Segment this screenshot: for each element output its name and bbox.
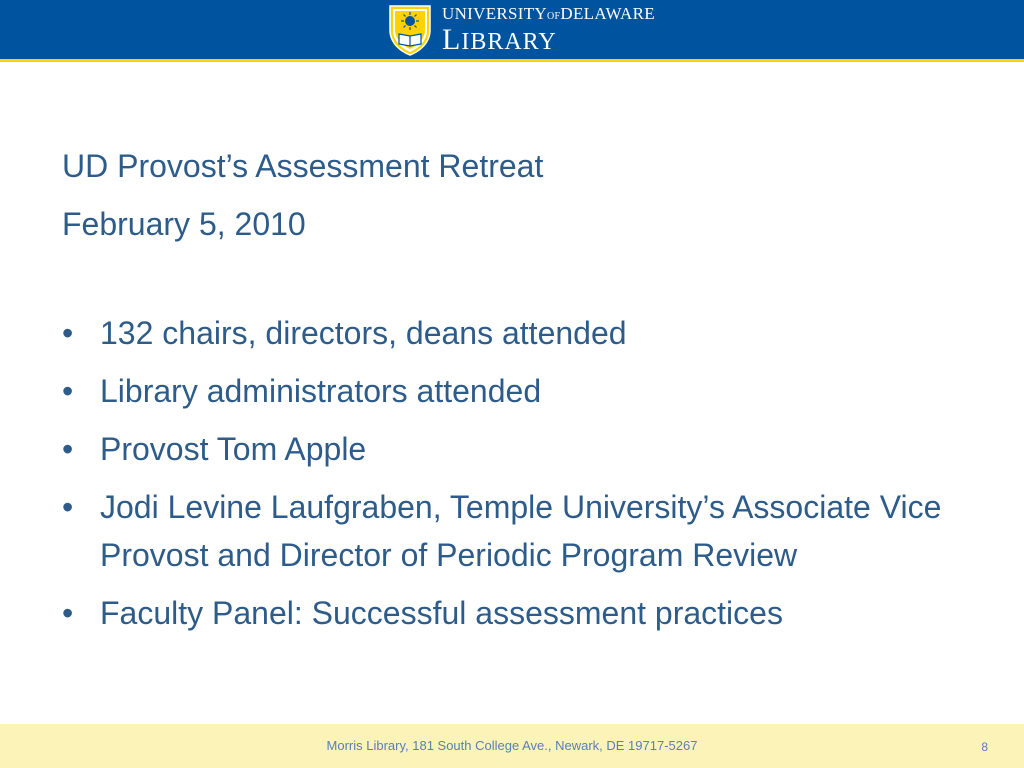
bullet-item: • Faculty Panel: Successful assessment practices <box>62 589 982 637</box>
logo-university-name: UNIVERSITYOFDELAWARE <box>442 4 655 23</box>
bullet-dot: • <box>62 489 74 525</box>
library-logo <box>388 4 655 56</box>
logo-library-name: LIBRARY <box>442 23 557 56</box>
bullet-dot: • <box>62 595 74 631</box>
footer-bar <box>0 724 1024 768</box>
slide-date: February 5, 2010 <box>62 206 306 242</box>
bullet-item: • 132 chairs, directors, deans attended <box>62 309 982 357</box>
bullet-dot: • <box>62 315 74 351</box>
bullet-list <box>62 309 982 637</box>
bullet-item: • Provost Tom Apple <box>62 425 982 473</box>
slide-title: UD Provost’s Assessment Retreat <box>62 148 544 184</box>
header-bar <box>0 0 1024 62</box>
logo-wordmark <box>442 5 655 55</box>
footer-address: Morris Library, 181 South College Ave., Newark, DE 19717-5267 <box>326 738 698 753</box>
bullet-dot: • <box>62 431 74 467</box>
page-number: 8 <box>981 740 988 754</box>
bullet-item: • Library administrators attended <box>62 367 982 415</box>
bullet-item: • Jodi Levine Laufgraben, Temple University’s Associate Vice Provost and Director of Periodic Program Review <box>62 483 982 579</box>
university-shield-icon <box>388 4 432 56</box>
slide-content <box>62 137 982 647</box>
bullet-dot: • <box>62 373 74 409</box>
